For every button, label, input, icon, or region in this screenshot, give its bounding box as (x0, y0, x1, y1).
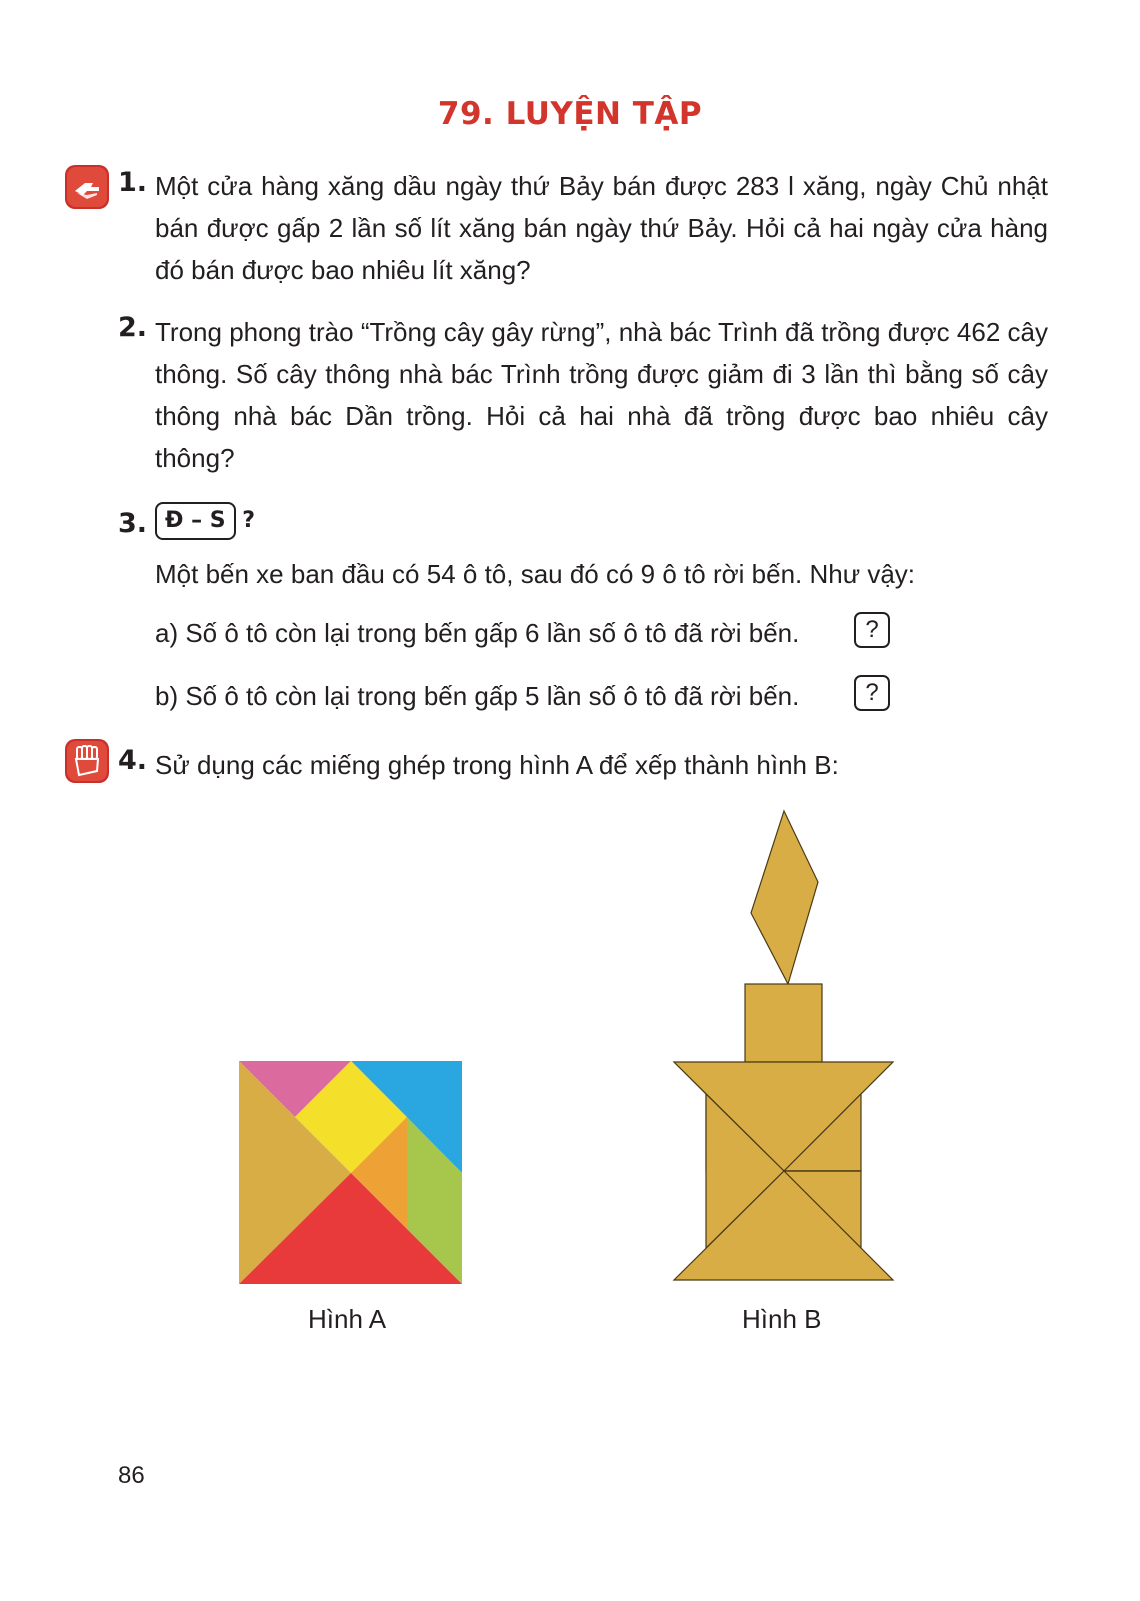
badge-question-mark: ? (242, 508, 256, 533)
figure-a-tangram (239, 1061, 462, 1284)
hands-icon (63, 163, 111, 211)
answer-box-b[interactable]: ? (854, 675, 890, 711)
problem-text: Sử dụng các miếng ghép trong hình A để xếp thành hình B: (155, 750, 839, 780)
problem-text: Một bến xe ban đầu có 54 ô tô, sau đó có 9 ô tô rời bến. Như vậy: (155, 559, 916, 589)
page-title: 79. LUYỆN TẬP (437, 96, 703, 132)
problem-2 (118, 312, 1048, 482)
problem-number: 1. (118, 167, 148, 198)
figure-a-caption: Hình A (308, 1304, 387, 1334)
page-number: 86 (118, 1462, 145, 1489)
true-false-badge: Đ – S (155, 502, 236, 540)
item-b-text: b) Số ô tô còn lại trong bến gấp 5 lần số ô tô đã rời bến. (155, 681, 800, 711)
problem-text: Một cửa hàng xăng dầu ngày thứ Bảy bán được 283 l xăng, ngày Chủ nhật bán được gấp 2 lần số lít xăng bán ngày thứ Bảy. Hỏi cả hai ngày cửa hàng đó bán được bao nhiêu lít xăng? (155, 171, 1048, 285)
problem-text: Trong phong trào “Trồng cây gây rừng”, nhà bác Trình đã trồng được 462 cây thông. Số cây thông nhà bác Trình trồng được giảm đi 3 lần thì bằng số cây thông nhà bác Dần trồng. Hỏi cả hai nhà đã trồng được bao nhiêu cây thông? (155, 317, 1048, 473)
problem-number: 3. (118, 508, 148, 539)
candle-flame-parallelogram (751, 811, 818, 984)
problem-3 (118, 502, 1048, 722)
problem-number: 4. (118, 745, 148, 776)
item-a-text: a) Số ô tô còn lại trong bến gấp 6 lần số ô tô đã rời bến. (155, 618, 800, 648)
problem-4 (118, 745, 1048, 790)
fist-icon (63, 737, 111, 785)
figure-b-candle (670, 808, 896, 1284)
problem-1 (118, 167, 1048, 297)
figure-b-caption: Hình B (742, 1304, 822, 1334)
problem-number: 2. (118, 312, 148, 343)
candle-top-square (745, 984, 822, 1062)
answer-box-a[interactable]: ? (854, 612, 890, 648)
